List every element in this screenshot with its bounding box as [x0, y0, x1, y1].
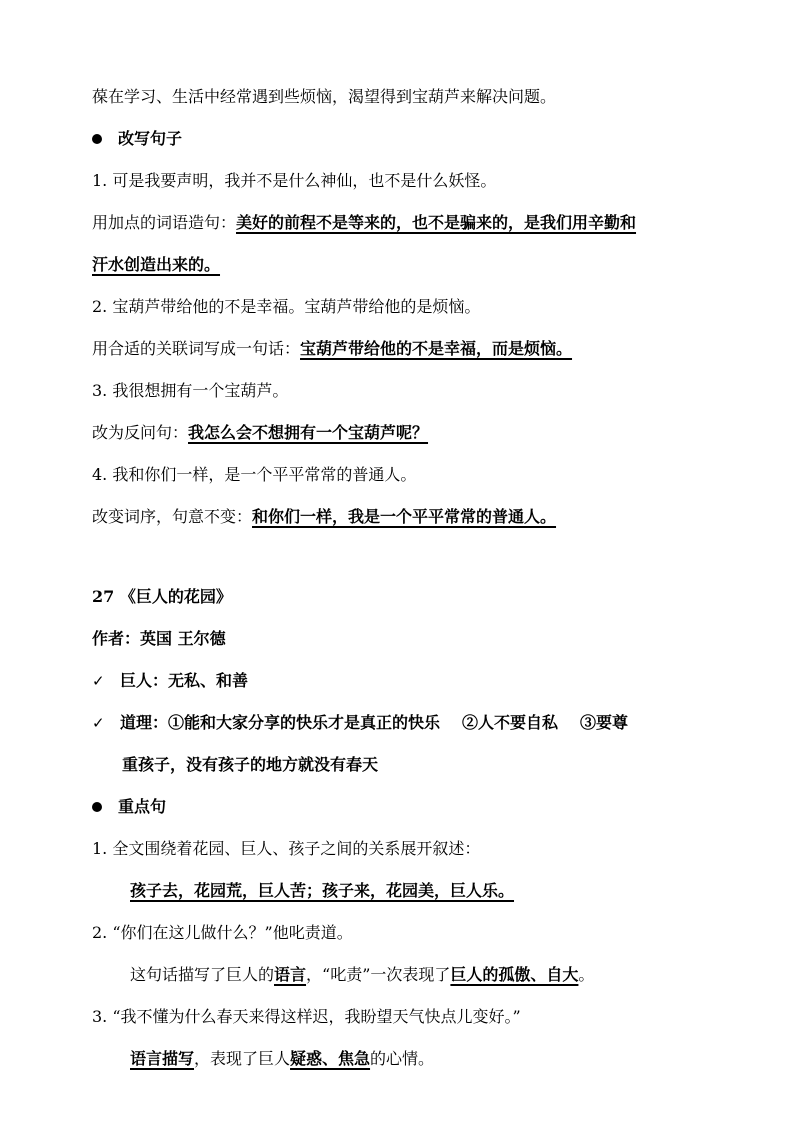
- bullet-icon: [92, 802, 102, 812]
- check-icon: ✓: [92, 714, 105, 732]
- key-sentence-3: 3. “我不懂为什么春天来得这样迟，我盼望天气快点儿变好。”: [92, 1007, 521, 1026]
- sentence-3-task: [92, 421, 724, 445]
- answer-text: 宝葫芦带给他的不是幸福，而是烦恼。: [300, 339, 573, 358]
- key-sentence-1: 1. 全文围绕着花园、巨人、孩子之间的关系展开叙述：: [92, 839, 481, 858]
- sentence-2: 2. 宝葫芦带给他的不是幸福。宝葫芦带给他的是烦恼。: [92, 297, 481, 316]
- task-prompt: 用合适的关联词写成一句话：: [92, 339, 301, 358]
- bullet-icon: [92, 134, 102, 144]
- task-prompt: 改变词序，句意不变：: [92, 507, 253, 526]
- answer-text: 疑惑、焦急: [290, 1049, 371, 1068]
- check-item-giant: ✓ 巨人：无私、和善: [92, 669, 724, 693]
- check-item-lesson: ✓ 道理：①能和大家分享的快乐才是真正的快乐 ②人不要自私 ③要尊: [92, 711, 724, 735]
- section-heading-key-sentences: 重点句: [92, 795, 724, 819]
- answer-text: 我怎么会不想拥有一个宝葫芦呢？: [188, 423, 429, 442]
- answer-text: 孩子去，花园荒，巨人苦；孩子来，花园美，巨人乐。: [130, 881, 515, 900]
- task-prompt: 用加点的词语造句：: [92, 213, 237, 232]
- answer-text: 语言: [274, 965, 307, 984]
- check-item-lesson-cont: 重孩子，没有孩子的地方就没有春天: [122, 755, 379, 774]
- answer-text: 汗水创造出来的。: [92, 255, 221, 274]
- sentence-2-task: [92, 337, 724, 361]
- paragraph-line: 葆在学习、生活中经常遇到些烦恼，渴望得到宝葫芦来解决问题。: [92, 87, 557, 106]
- sentence-4-task: [92, 505, 724, 529]
- answer-text: 巨人的孤傲、自大: [450, 965, 579, 984]
- sentence-1-answer-cont: [92, 253, 724, 277]
- author-line: 作者：英国 王尔德: [92, 629, 226, 648]
- sentence-1: 1. 可是我要声明，我并不是什么神仙，也不是什么妖怪。: [92, 171, 497, 190]
- key-sentence-1-answer: [130, 879, 724, 903]
- sentence-1-task: [92, 211, 724, 235]
- lesson-title: 27 《巨人的花园》: [92, 587, 232, 606]
- section-heading-rewrite: 改写句子: [92, 127, 724, 151]
- check-icon: ✓: [92, 672, 105, 690]
- answer-text: 美好的前程不是等来的，也不是骗来的，是我们用辛勤和: [236, 213, 637, 232]
- key-sentence-3-analysis: 语言描写，表现了巨人疑惑、焦急的心情。: [130, 1049, 435, 1068]
- sentence-4: 4. 我和你们一样，是一个平平常常的普通人。: [92, 465, 417, 484]
- key-sentence-2-analysis: 这句话描写了巨人的语言，“叱责”一次表现了巨人的孤傲、自大。: [130, 965, 595, 984]
- answer-text: 和你们一样，我是一个平平常常的普通人。: [252, 507, 557, 526]
- sentence-3: 3. 我很想拥有一个宝葫芦。: [92, 381, 289, 400]
- key-sentence-2: 2. “你们在这儿做什么？”他叱责道。: [92, 923, 353, 942]
- answer-text: 语言描写: [130, 1049, 195, 1068]
- task-prompt: 改为反问句：: [92, 423, 189, 442]
